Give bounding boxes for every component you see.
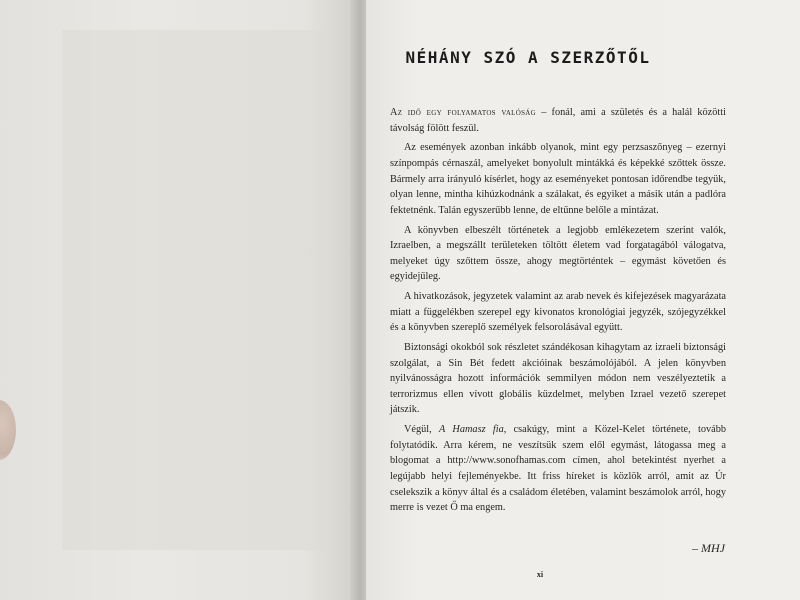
- paragraph-5: Biztonsági okokból sok részletet szándékosan kihagytam az izraeli biztonsági szolgálat, a Sin Bét fedett akcióinak beszámolójából. A jelen könyvben nyilvánosságra hozott információk semmilyen módon nem veszélyeztetik a terrorizmus ellen vívott globális küzdelmet, melyben Izrael vezető szerepet játszik.: [390, 342, 726, 416]
- paragraph-1: [390, 105, 726, 136]
- paragraph-1-lead: Az idő egy folyamatos valóság: [390, 107, 537, 118]
- paragraph-4: A hivatkozások, jegyzetek valamint az arab nevek és kifejezések magyarázata miatt a függelékben szerepel egy kivonatos kronológiai jegyzék, szójegyzékkel és a könyvben szereplő személyek felsorolásával együtt.: [390, 291, 726, 334]
- paragraph-1-text: – fonál, ami a születés és a halál közötti távolság fölött feszül.: [390, 107, 726, 134]
- body-text: [390, 105, 726, 520]
- author-signature: – MHJ: [692, 541, 725, 555]
- left-page: [0, 0, 358, 600]
- paragraph-6-before: Végül,: [404, 424, 440, 436]
- paragraph-3: A könyvben elbeszélt történetek a legjobb emlékezetem szerint valók, Izraelben, a megszállt területeken töltött életem vad forgatagából válogatva, melyeket úgy szőttem össze, ahogy megtörténtek – egymást követően és egyidejűleg.: [390, 224, 726, 283]
- paragraph-2: Az események azonban inkább olyanok, mint egy perzsaszőnyeg – ezernyi színpompás cérnaszál, amelyeket bonyolult mintákká és képekké szőttek össze. Bármely arra irányuló kísérlet, hogy az eseményeket pontosan időrendbe tegyük, olyan lenne, mintha kihúzkodnánk a szálakat, és egyiket a másik után a padlóra fektetnénk. Talán egyszerűbb lenne, de eltűnne belőle a mintázat.: [390, 142, 726, 216]
- show-through-print: [62, 30, 324, 550]
- paragraph-6-text: , csakúgy, mint a Közel-Kelet története, tovább folytatódik. Arra kérem, ne veszítsük szem elől egymást, látogassa meg a blogomat a http://www.sonofhamas.com címen, ahol betekintést nyerhet a legújabb helyi fejleményekbe. Itt friss híreket is közlök arról, amit az Úr cselekszik a könyv által és a családom életében, valamint beszámolok arról, hogy merre is vezet Ő ma engem.: [390, 424, 726, 514]
- page-title: NÉHÁNY SZÓ A SZERZŐTŐL: [405, 48, 651, 67]
- page-number: xi: [536, 570, 544, 579]
- paragraph-6: [390, 422, 726, 516]
- book-title-italic: A Hamasz fia: [439, 424, 504, 436]
